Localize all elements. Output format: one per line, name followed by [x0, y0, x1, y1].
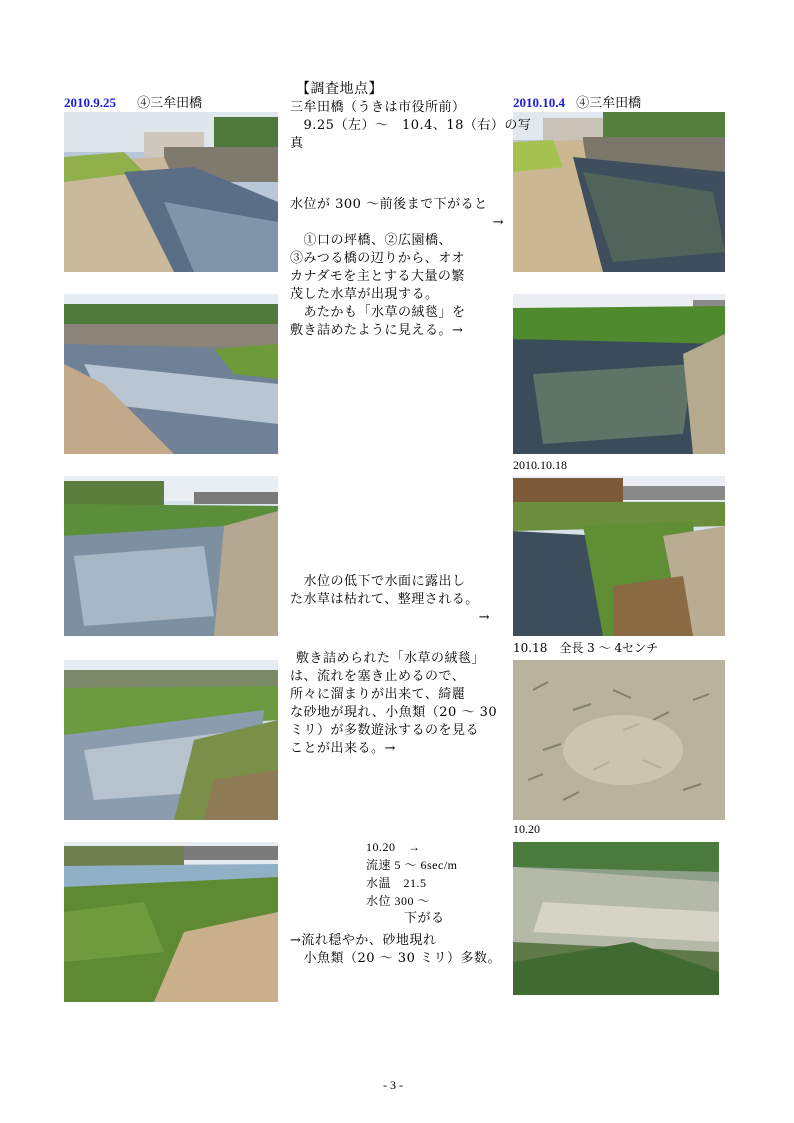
- photo-left-3: [64, 476, 278, 636]
- photo-right-2: [513, 294, 725, 454]
- carpet-line: ことが出来る。→: [290, 741, 396, 756]
- carpet-block: [290, 650, 504, 758]
- right-photo-header: [513, 92, 641, 111]
- right-place: ④三牟田橋: [576, 96, 642, 111]
- caption-fish-size: 10.18 全長 3 ～ 4センチ: [513, 641, 659, 655]
- caption-10-20: 10.20: [513, 822, 540, 836]
- waterlevel-line: カナダモを主とする大量の繁: [290, 269, 465, 284]
- left-date: 2010.9.25: [64, 95, 116, 110]
- measure-summary: [290, 932, 501, 968]
- waterlevel-line: ③みつる橋の辺りから、オオ: [290, 251, 465, 266]
- survey-line: 9.25（左）～ 10.4、18（右）の写: [290, 118, 532, 133]
- withered-line: 水位の低下で水面に露出し: [290, 574, 466, 589]
- photo-left-4: [64, 660, 278, 820]
- waterlevel-line: 敷き詰めたように見える。→: [290, 323, 464, 338]
- photo-right-5: [513, 842, 719, 995]
- measure-line: 流速 5 ～ 6sec/m: [366, 858, 458, 872]
- photo-right-1: [513, 112, 725, 272]
- carpet-line: ミリ）が多数遊泳するのを見る: [290, 723, 480, 738]
- carpet-line: 敷き詰められた「水草の絨毯」: [296, 651, 486, 666]
- waterlevel-arrow: →: [492, 215, 504, 230]
- withered-arrow: →: [478, 610, 490, 625]
- survey-line: 真: [290, 136, 304, 151]
- measure-line: 下がる: [404, 911, 445, 926]
- photo-left-1: [64, 112, 278, 272]
- carpet-line: は、流れを塞き止めるので、: [290, 669, 466, 684]
- carpet-line: な砂地が現れ、小魚類（20 ～ 30: [290, 705, 498, 720]
- waterlevel-line: 茂した水草が出現する。: [290, 287, 439, 302]
- summary-line: 小魚類（20 ～ 30 ミリ）多数。: [290, 951, 501, 966]
- photo-right-4: [513, 660, 725, 820]
- carpet-line: 所々に溜まりが出来て、綺麗: [290, 687, 466, 702]
- waterlevel-line: 水位が 300 ～前後まで下がると: [290, 197, 488, 212]
- waterlevel-line: あたかも「水草の絨毯」を: [290, 305, 466, 320]
- photo-right-3: [513, 476, 725, 636]
- withered-line: た水草は枯れて、整理される。: [290, 592, 479, 607]
- waterlevel-block: [290, 196, 504, 340]
- measure-line: 水位 300 ～: [366, 894, 431, 908]
- measure-block: [366, 838, 458, 928]
- summary-line: →流れ穏やか、砂地現れ: [290, 933, 437, 948]
- survey-title: 【調査地点】: [296, 81, 383, 97]
- left-photo-header: [64, 92, 202, 111]
- page-number: - 3 -: [383, 1078, 403, 1092]
- survey-line: 三牟田橋（うきは市役所前）: [290, 100, 466, 115]
- survey-block: [290, 99, 531, 153]
- measure-line: 水温 21.5: [366, 876, 427, 890]
- waterlevel-line: ①口の坪橋、②広園橋、: [290, 233, 453, 248]
- photo-left-5: [64, 842, 278, 1002]
- measure-line: 10.20 →: [366, 840, 421, 854]
- withered-block: [290, 573, 504, 627]
- caption-2010-10-18: 2010.10.18: [513, 458, 567, 472]
- photo-left-2: [64, 294, 278, 454]
- right-date: 2010.10.4: [513, 95, 565, 110]
- left-place: ④三牟田橋: [137, 96, 203, 111]
